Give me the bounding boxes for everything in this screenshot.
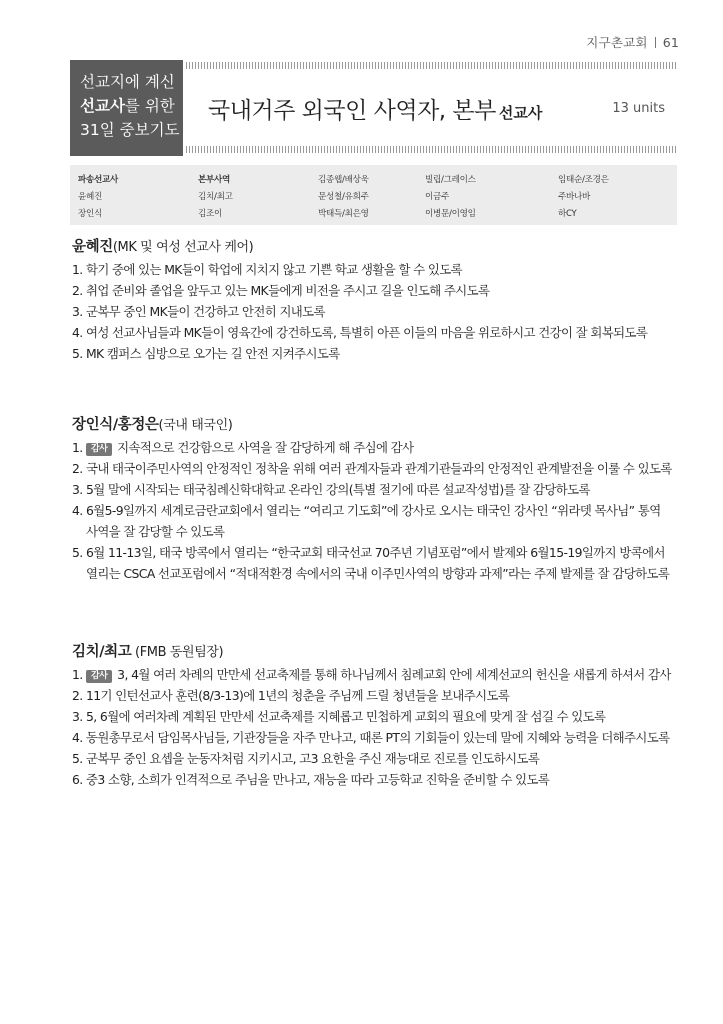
prayer-item-text: 3, 4월 여러 차례의 만만세 선교축제를 통해 하나님께서 침례교회 안에 세계선교의 헌신을 새롭게 하셔서 감사 [117,667,671,682]
prayer-item: 3. 5월 말에 시작되는 태국침례신학대학교 온라인 강의(특별 절기에 따른 설교작성법)를 잘 감당하도록 [72,482,590,497]
roster-column [78,172,118,223]
page-title [208,92,542,125]
prayer-item: 5. MK 캠퍼스 심방으로 오가는 길 안전 지켜주시도록 [72,346,340,361]
label-line-2-rest: 를 위한 [124,97,175,115]
running-head-divider [655,37,656,48]
label-line-1: 선교지에 계신 [80,73,175,91]
prayer-item: 1. 감사 3, 4월 여러 차례의 만만세 선교축제를 통해 하나님께서 침례교회 안에 세계선교의 헌신을 새롭게 하셔서 감사 [72,667,671,682]
prayer-item: 1. 감사 지속적으로 건강함으로 사역을 잘 감당하게 해 주심에 감사 [72,440,414,455]
section-heading [72,414,692,437]
prayer-item: 2. 11기 인턴선교사 훈련(8/3-13)에 1년의 청춘을 주님께 드릴 청년들을 보내주시도록 [72,688,510,703]
prayer-item [72,542,692,584]
missionary-name: 장인식/홍정은 [72,417,159,433]
roster-entry: 하CY [558,209,577,219]
units-count: 13 units [612,101,665,116]
label-line-2-bold: 선교사 [80,97,125,115]
roster-column [318,172,369,223]
running-head [586,33,679,51]
prayer-item-text: 지속적으로 건강함으로 사역을 잘 감당하게 해 주심에 감사 [117,440,414,455]
missionary-roster [70,165,677,225]
thanks-badge: 감사 [86,443,112,456]
roster-entry: 박태득/최은영 [318,209,369,219]
prayer-section-kimchi [72,641,692,790]
section-heading [72,236,692,259]
running-head-section: 지구촌교회 [586,35,648,50]
roster-entry: 윤혜진 [78,192,103,202]
dotted-rule-top [186,62,677,69]
label-line-2 [80,94,183,118]
prayer-list [72,259,692,364]
missionary-role: (MK 및 여성 선교사 케어) [112,240,254,255]
prayer-item: 2. 취업 준비와 졸업을 앞두고 있는 MK들에게 비전을 주시고 길을 인도해 주시도록 [72,283,490,298]
prayer-label-box [70,60,183,156]
prayer-section-yoon [72,236,692,364]
prayer-item: 6. 중3 소향, 소희가 인격적으로 주님을 만나고, 재능을 따라 고등학교 진학을 준비할 수 있도록 [72,772,550,787]
dotted-rule-mid [186,146,677,153]
prayer-item: 4. 동원총무로서 담임목사님들, 기관장들을 자주 만나고, 때론 PT의 기회들이 있는데 말에 지혜와 능력을 더해주시도록 [72,730,670,745]
roster-header: 본부사역 [198,175,231,185]
roster-column [425,172,476,223]
missionary-name: 윤혜진 [72,239,113,255]
roster-entry: 이금주 [425,192,450,202]
prayer-item: 1. 학기 중에 있는 MK들이 학업에 지치지 않고 기쁜 학교 생활을 할 수 있도록 [72,262,462,277]
missionary-role: (국내 태국인) [158,418,233,433]
prayer-item [72,500,692,542]
prayer-list [72,437,692,584]
roster-column [558,172,609,223]
prayer-section-jang [72,414,692,584]
roster-entry: 주바나바 [558,192,591,202]
page-title-main: 국내거주 외국인 사역자, 본부 [208,98,496,124]
missionary-name: 김치/최고 [72,644,132,660]
roster-entry: 김종웹/배상욱 [318,175,369,185]
missionary-role: (FMB 동원팀장) [131,645,224,660]
prayer-item: 3. 군복무 중인 MK들이 건강하고 안전히 지내도록 [72,304,325,319]
roster-entry: 이병문/이영임 [425,209,476,219]
page-number: 61 [662,35,679,50]
label-line-3: 31일 중보기도 [80,121,180,139]
roster-entry: 김조이 [198,209,223,219]
prayer-list [72,664,692,790]
prayer-item-continued: 사역을 잘 감당할 수 있도록 [86,524,225,539]
prayer-item: 5. 군복무 중인 요셉을 눈동자처럼 지키시고, 고3 요한을 주신 재능대로 진로를 인도하시도록 [72,751,540,766]
roster-entry: 문성철/유희주 [318,192,369,202]
section-heading [72,641,692,664]
roster-entry: 빌립/그레이스 [425,175,476,185]
roster-entry: 임태순/조경은 [558,175,609,185]
prayer-item: 4. 여성 선교사님들과 MK들이 영육간에 강건하도록, 특별히 아픈 이들의 마음을 위로하시고 건강이 잘 회복되도록 [72,325,648,340]
roster-entry: 장인식 [78,209,103,219]
prayer-item-text: 4. 6월5-9일까지 세계로금란교회에서 열리는 “여리고 기도회”에 강사로 오시는 태국인 강사인 “위라뎃 목사님” 통역 [72,503,661,518]
prayer-item-continued: 열리는 CSCA 선교포럼에서 “적대적환경 속에서의 국내 이주민사역의 방향과 과제”라는 주제 발제를 잘 감당하도록 [86,566,670,581]
prayer-item-text: 5. 6월 11-13일, 태국 방콕에서 열리는 “한국교회 태국선교 70주년 기념포럼”에서 발제와 6월15-19일까지 방콕에서 [72,545,665,560]
roster-header: 파송선교사 [78,175,119,185]
roster-column [198,172,233,223]
thanks-badge: 감사 [86,670,112,683]
page-title-suffix: 선교사 [498,104,543,122]
prayer-item: 2. 국내 태국이주민사역의 안정적인 정착을 위해 여러 관계자들과 관계기관들과의 안정적인 관계발전을 이룰 수 있도록 [72,461,672,476]
prayer-item: 3. 5, 6월에 여러차례 계획된 만만세 선교축제를 지혜롭고 민첩하게 교회의 필요에 맞게 잘 섬길 수 있도록 [72,709,606,724]
roster-entry: 김치/최고 [198,192,233,202]
